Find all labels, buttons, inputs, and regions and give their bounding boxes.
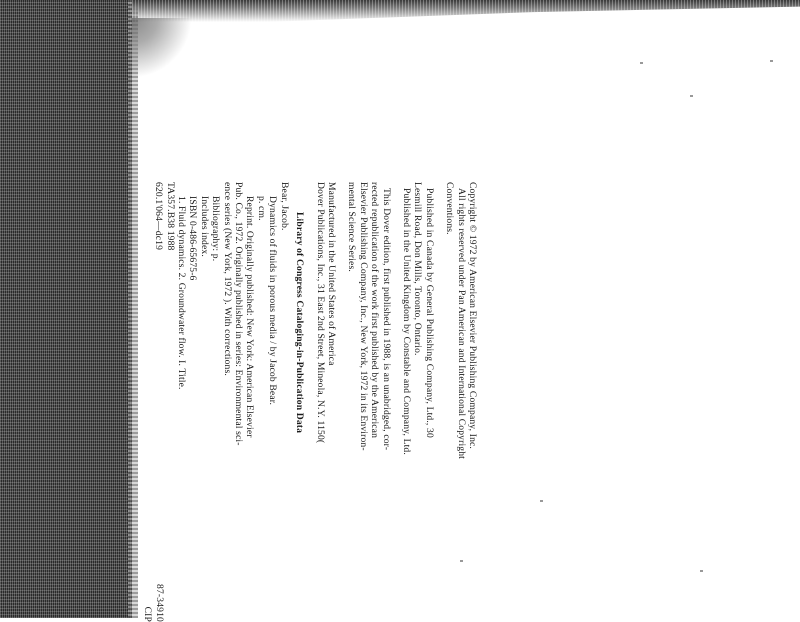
edition-line-2: rected republication of the work first published by the American xyxy=(369,182,381,439)
scan-speck xyxy=(690,95,693,97)
cip-call-number: TA357.B38 1988 xyxy=(164,182,176,251)
canada-line-1: Published in Canada by General Publishing Company, Ltd., 30 xyxy=(423,188,435,438)
cip-subjects: 1. Fluid dynamics. 2. Groundwater flow. I. Title. xyxy=(176,196,188,390)
scan-speck xyxy=(460,560,463,562)
cip-reprint-3: ence series (New York, 1972 ). With corrections. xyxy=(221,182,233,376)
edition-line-3: Elsevier Publishing Company, Inc., New York, 1972 in its Environ- xyxy=(357,182,369,451)
copyright-line-3: Conventions. xyxy=(444,182,456,235)
manufactured-line-1: Manufactured in the United States of America xyxy=(325,182,337,366)
copyright-page xyxy=(142,182,478,622)
cip-reprint-2: Pub. Co., 1972. Originally published in series: Environmental sci- xyxy=(233,182,245,446)
edition-line-1: This Dover edition, first published in 1988, is an unabridged, cor- xyxy=(380,188,392,451)
scan-shadow-corner xyxy=(132,18,192,78)
cip-lccn: 87-34910 xyxy=(154,584,165,622)
manufactured-line-2: Dover Publications, Inc., 31 East 2nd Street, Mineola, N.Y. 1150( xyxy=(314,182,326,444)
scan-shadow-left xyxy=(0,0,132,618)
scan-shadow-top xyxy=(132,0,800,22)
cip-reprint-1: Reprint. Originally published: New York: American Elsevier xyxy=(244,196,256,438)
canada-line-3: Published in the United Kingdom by Constable and Company, Ltd. xyxy=(400,188,412,455)
edition-line-4: mental Science Series. xyxy=(346,182,358,272)
scan-speck xyxy=(700,570,703,572)
cip-author: Bear, Jacob. xyxy=(278,182,290,231)
cip-pages: p. cm. xyxy=(255,196,267,221)
cip-bibliography: Bibliography: p. xyxy=(210,196,222,262)
cip-index: Includes index. xyxy=(198,196,210,257)
cip-heading: Library of Congress Cataloging-in-Publication Data xyxy=(294,212,306,434)
scan-speck xyxy=(640,62,643,64)
scan-speck xyxy=(770,60,773,62)
cip-dewey: 620.1'064—dc19 xyxy=(153,182,165,251)
scan-speck xyxy=(540,500,543,502)
cip-title: Dynamics of fluids in porous media / by Jacob Bear. xyxy=(267,196,279,406)
cip-cip-label: CIP xyxy=(142,606,153,622)
cip-isbn: ISBN 0-486-65675-6 xyxy=(187,196,199,281)
canada-line-2: Lesmill Road, Don Mills, Toronto, Ontario. xyxy=(412,182,424,356)
copyright-line-1: Copyright © 1972 by American Elsevier Publishing Company, Inc. xyxy=(467,182,478,449)
copyright-line-2: All rights reserved under Pan American and International Copyright xyxy=(455,188,467,459)
